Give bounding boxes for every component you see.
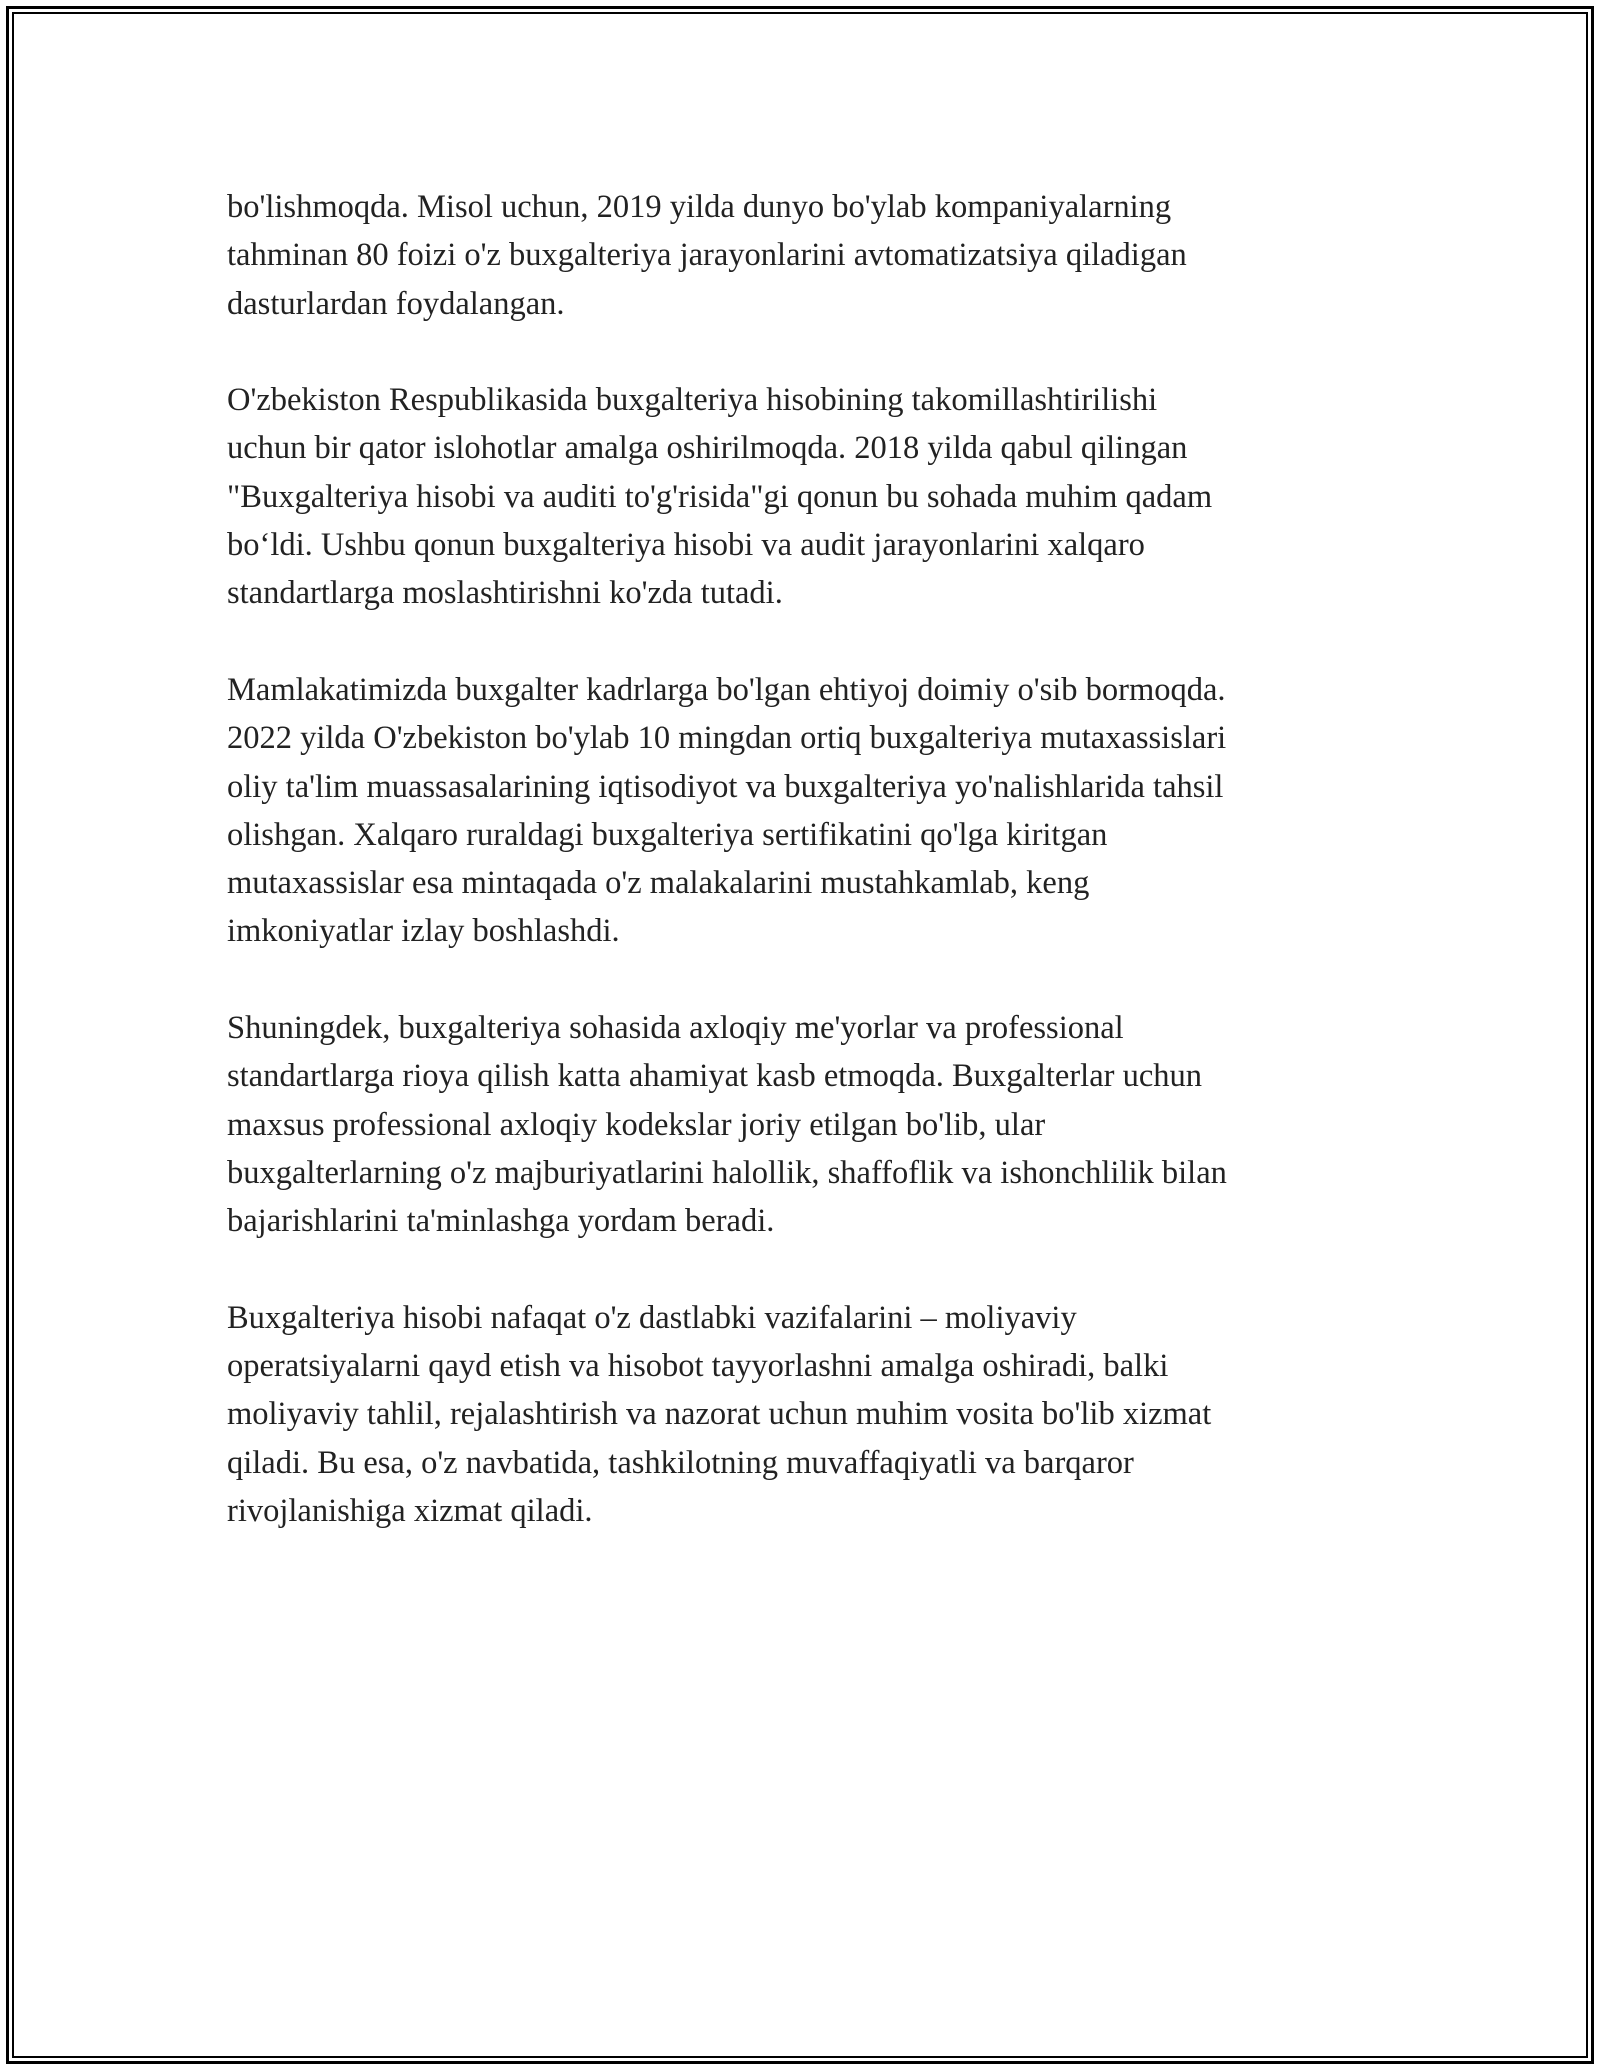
text-line: Shuningdek, buxgalteriya sohasida axloqiy me'yorlar va professional: [227, 1010, 1124, 1047]
text-line: oliy ta'lim muassasalarining iqtisodiyot va buxgalteriya yo'nalishlarida tahsil: [227, 768, 1224, 805]
text-line: tahminan 80 foizi o'z buxgalteriya jarayonlarini avtomatizatsiya qiladigan: [227, 237, 1187, 274]
text-line: standartlarga moslashtirishni ko'zda tutadi.: [227, 575, 783, 612]
text-line: moliyaviy tahlil, rejalashtirish va nazorat uchun muhim vosita bo'lib xizmat: [227, 1396, 1212, 1433]
text-line: O'zbekiston Respublikasida buxgalteriya hisobining takomillashtirilishi: [227, 382, 1158, 419]
text-line: 2022 yilda O'zbekiston bo'ylab 10 mingdan ortiq buxgalteriya mutaxassislari: [227, 720, 1227, 757]
text-line: maxsus professional axloqiy kodekslar joriy etilgan bo'lib, ular: [227, 1106, 1046, 1143]
paragraph-5: [227, 1294, 1387, 1535]
text-line: "Buxgalteriya hisobi va auditi to'g'risida"gi qonun bu sohada muhim qadam: [227, 478, 1213, 515]
paragraph-1: [227, 183, 1387, 328]
text-line: bo'lishmoqda. Misol uchun, 2019 yilda dunyo bo'ylab kompaniyalarning: [227, 189, 1172, 225]
text-line: mutaxassislar esa mintaqada o'z malakalarini mustahkamlab, keng: [227, 865, 1090, 902]
paragraph-4: [227, 1004, 1387, 1245]
text-line: bo‘ldi. Ushbu qonun buxgalteriya hisobi va audit jarayonlarini xalqaro: [227, 527, 1145, 564]
text-line: imkoniyatlar izlay boshlashdi.: [227, 913, 620, 950]
text-line: buxgalterlarning o'z majburiyatlarini halollik, shaffoflik va ishonchlilik bilan: [227, 1154, 1227, 1191]
paragraph-3: [227, 666, 1387, 956]
text-line: Mamlakatimizda buxgalter kadrlarga bo'lgan ehtiyoj doimiy o'sib bormoqda.: [227, 671, 1226, 708]
text-line: rivojlanishiga xizmat qiladi.: [227, 1493, 593, 1530]
text-line: operatsiyalarni qayd etish va hisobot tayyorlashni amalga oshiradi, balki: [227, 1348, 1169, 1385]
document-body: [227, 183, 1387, 1584]
text-line: bajarishlarini ta'minlashga yordam beradi.: [227, 1203, 775, 1240]
text-line: Buxgalteriya hisobi nafaqat o'z dastlabki vazifalarini – moliyaviy: [227, 1299, 1077, 1336]
text-line: uchun bir qator islohotlar amalga oshirilmoqda. 2018 yilda qabul qilingan: [227, 430, 1188, 467]
text-line: standartlarga rioya qilish katta ahamiyat kasb etmoqda. Buxgalterlar uchun: [227, 1058, 1202, 1095]
text-line: dasturlardan foydalangan.: [227, 285, 565, 322]
text-line: olishgan. Xalqaro ruraldagi buxgalteriya sertifikatini qo'lga kiritgan: [227, 816, 1108, 853]
paragraph-2: [227, 376, 1387, 617]
text-line: qiladi. Bu esa, o'z navbatida, tashkilotning muvaffaqiyatli va barqaror: [227, 1444, 1134, 1481]
